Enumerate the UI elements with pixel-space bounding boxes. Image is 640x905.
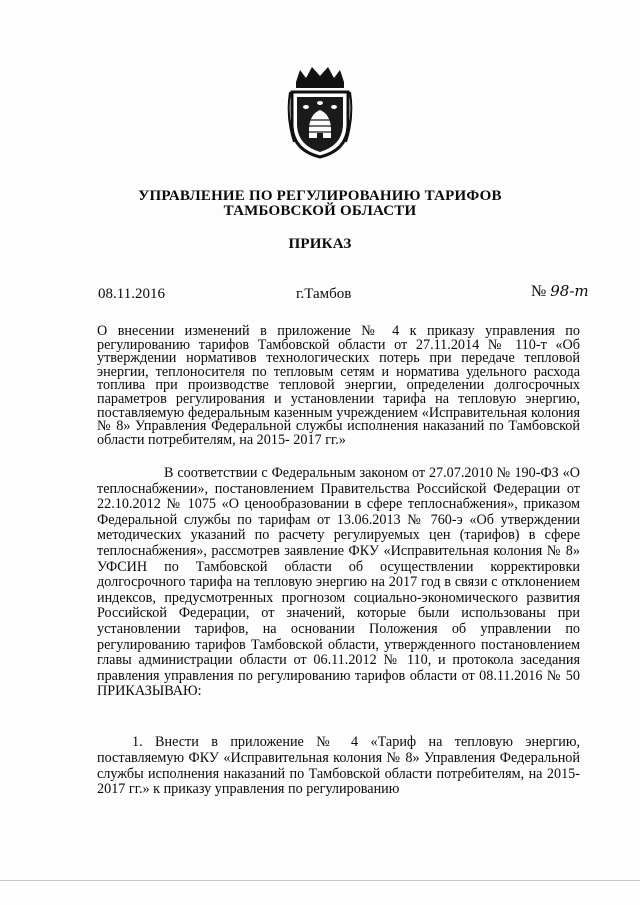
- document-number: [531, 282, 589, 301]
- tambov-coat-of-arms-icon: [286, 62, 354, 160]
- document-type-title: ПРИКАЗ: [288, 236, 352, 252]
- scan-edge-divider: [0, 880, 640, 881]
- organization-name-line2: ТАМБОВСКОЙ ОБЛАСТИ: [223, 203, 417, 219]
- number-label: №: [531, 283, 547, 300]
- document-date: 08.11.2016: [98, 286, 165, 302]
- order-item-1: 1. Внести в приложение № 4 «Тариф на тепловую энергию, поставляемую ФКУ «Исправительная колония № 8» Управления Федеральной службы исполнения наказаний по Тамбовской области потребителям, на 2015-2017 гг.» к приказу управления по регулированию: [97, 734, 580, 798]
- order-subject: О внесении изменений в приложение № 4 к приказу управления по регулированию тарифов Тамбовской области от 27.11.2014 № 110-т «Об утверждении нормативов технологических потерь при передаче тепловой энергии, теплоносителя по тепловым сетям и норматива удельного расхода топлива при производстве тепловой энергии, определении долгосрочных параметров регулирования и установлении тарифа на тепловую энергию, поставляемую федеральным казенным учреждением «Исправительная колония № 8» Управления Федеральной службы исполнения наказаний по Тамбовской области потребителям, на 2015- 2017 гг.»: [97, 323, 580, 448]
- organization-name-line1: УПРАВЛЕНИЕ ПО РЕГУЛИРОВАНИЮ ТАРИФОВ: [138, 188, 502, 204]
- number-value: 98-т: [550, 282, 589, 300]
- document-city: г.Тамбов: [296, 286, 352, 302]
- preamble-paragraph: В соответствии с Федеральным законом от 27.07.2010 № 190-ФЗ «О теплоснабжении», постановлением Правительства Российской Федерации от 22.10.2012 № 1075 «О ценообразовании в сфере теплоснабжения», приказом Федеральной службы по тарифам от 13.06.2013 № 760-э «Об утверждении методических указаний по расчету регулируемых цен (тарифов) в сфере теплоснабжения», рассмотрев заявление ФКУ «Исправительная колония № 8» УФСИН по Тамбовской области об осуществлении корректировки долгосрочного тарифа на тепловую энергию на 2017 год в связи с отклонением индексов, предусмотренных прогнозом социально-экономического развития Российской Федерации, от значений, которые были использованы при установлении тарифов, на основании Положения об управлении по регулированию тарифов Тамбовской области, утвержденного постановлением главы администрации области от 06.11.2012 № 110, и протокола заседания правления управления по регулированию тарифов области от 08.11.2016 № 50 ПРИКАЗЫВАЮ:: [97, 465, 580, 700]
